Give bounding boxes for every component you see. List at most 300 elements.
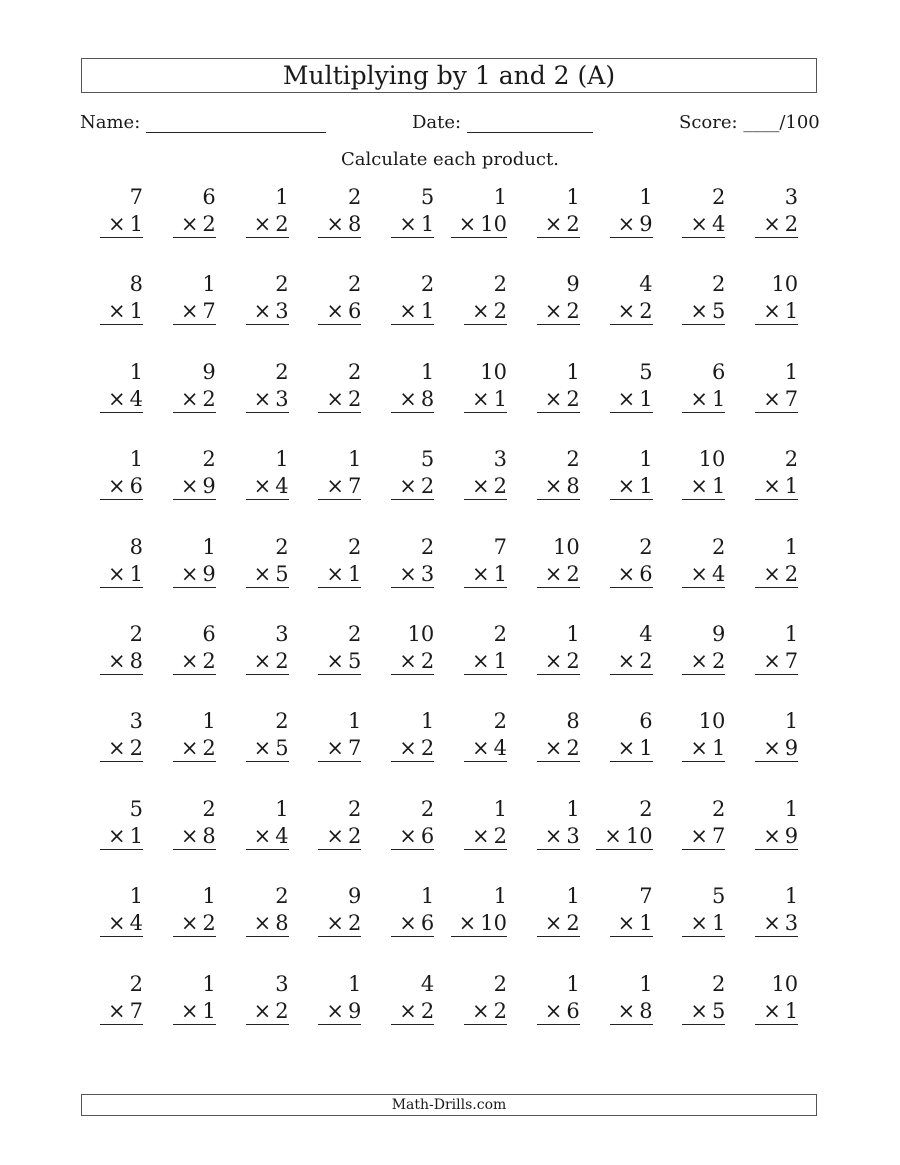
multiplier: 2	[566, 561, 580, 586]
multiplication-problem[interactable]	[747, 794, 819, 881]
multiplicand: 2	[712, 185, 726, 209]
multiplication-problem[interactable]	[383, 269, 455, 356]
multiplicand: 2	[129, 621, 143, 646]
multiplier: 4	[129, 911, 143, 936]
multiplication-problem[interactable]	[165, 969, 237, 1056]
multiplier-line	[246, 473, 289, 500]
multiplication-problem[interactable]	[238, 532, 310, 619]
multiplicand: 3	[129, 709, 143, 734]
multiplier: 2	[202, 911, 216, 936]
multiplicand: 1	[348, 709, 362, 734]
times-sign: ×	[326, 823, 345, 848]
multiplier-line	[318, 211, 361, 238]
times-sign: ×	[617, 299, 636, 324]
multiplication-problem[interactable]	[456, 969, 528, 1056]
multiplication-problem[interactable]	[383, 444, 455, 531]
multiplier-line	[464, 735, 507, 762]
multiplier: 1	[712, 474, 726, 499]
multiplication-problem[interactable]	[747, 619, 819, 706]
multiplicand: 1	[566, 185, 580, 209]
multiplier: 1	[784, 299, 799, 324]
multiplication-problem[interactable]	[602, 794, 674, 881]
multiplier: 2	[566, 299, 580, 324]
multiplier-line	[391, 910, 434, 937]
multiplication-problem[interactable]	[92, 357, 164, 444]
multiplication-problem[interactable]	[674, 619, 746, 706]
multiplicand: 1	[348, 971, 362, 996]
multiplier: 1	[493, 561, 507, 586]
times-sign: ×	[253, 998, 272, 1023]
multiplier: 2	[784, 212, 799, 236]
times-sign: ×	[617, 474, 636, 499]
multiplication-problem[interactable]	[529, 706, 601, 793]
multiplier: 8	[202, 823, 216, 848]
multiplicand: 7	[129, 185, 143, 209]
multiplicand: 9	[712, 621, 726, 646]
times-sign: ×	[763, 823, 781, 848]
multiplication-problem[interactable]	[602, 706, 674, 793]
multiplier-line	[173, 910, 216, 937]
multiplication-problem[interactable]	[165, 444, 237, 531]
multiplier: 9	[202, 474, 216, 499]
multiplication-problem[interactable]	[238, 794, 310, 881]
multiplicand: 1	[129, 359, 143, 384]
multiplication-problem[interactable]	[529, 969, 601, 1056]
times-sign: ×	[763, 911, 781, 936]
multiplier: 1	[639, 736, 653, 761]
multiplier-line	[318, 298, 361, 325]
multiplication-problem[interactable]	[165, 794, 237, 881]
times-sign: ×	[326, 561, 345, 586]
multiplication-problem[interactable]	[310, 794, 382, 881]
times-sign: ×	[544, 561, 563, 586]
multiplication-problem[interactable]	[165, 881, 237, 968]
multiplier-line	[246, 211, 289, 238]
multiplier: 2	[348, 911, 362, 936]
times-sign: ×	[763, 299, 781, 324]
multiplication-problem[interactable]	[747, 357, 819, 444]
multiplier-line	[318, 386, 361, 413]
multiplier: 6	[566, 998, 580, 1023]
multiplier-line	[246, 910, 289, 937]
times-sign: ×	[253, 386, 272, 411]
multiplier: 1	[712, 736, 726, 761]
multiplication-problem[interactable]	[456, 794, 528, 881]
multiplication-problem[interactable]	[310, 182, 382, 269]
multiplication-problem[interactable]	[602, 357, 674, 444]
multiplicand: 1	[202, 272, 216, 297]
times-sign: ×	[690, 299, 708, 324]
multiplication-problem[interactable]	[92, 881, 164, 968]
instructions: Calculate each product.	[341, 149, 559, 170]
footer: Math-Drills.com	[81, 1094, 817, 1116]
multiplication-problem[interactable]	[747, 969, 819, 1056]
multiplication-problem[interactable]	[456, 532, 528, 619]
multiplier: 8	[639, 998, 653, 1023]
multiplier-line	[537, 735, 580, 762]
multiplication-problem[interactable]	[165, 269, 237, 356]
multiplication-problem[interactable]	[747, 881, 819, 968]
multiplicand: 7	[493, 534, 507, 559]
times-sign: ×	[399, 736, 417, 761]
multiplier: 1	[420, 299, 435, 324]
multiplicand: 10	[771, 272, 799, 297]
multiplication-problem[interactable]	[674, 182, 746, 269]
multiplicand: 2	[348, 534, 362, 559]
multiplier-line	[246, 648, 289, 675]
multiplication-problem[interactable]	[747, 706, 819, 793]
times-sign: ×	[544, 299, 563, 324]
multiplicand: 5	[129, 796, 143, 821]
multiplier-line	[537, 823, 580, 850]
multiplier-line	[391, 473, 434, 500]
multiplier-line	[318, 998, 361, 1025]
multiplication-problem[interactable]	[383, 794, 455, 881]
multiplication-problem[interactable]	[602, 182, 674, 269]
multiplication-problem[interactable]	[529, 357, 601, 444]
multiplicand: 2	[639, 534, 653, 559]
multiplier-line	[100, 561, 143, 588]
multiplicand: 2	[712, 272, 726, 297]
multiplier: 2	[420, 648, 435, 673]
name-blank-line[interactable]	[146, 132, 326, 133]
times-sign: ×	[253, 736, 272, 761]
times-sign: ×	[108, 998, 126, 1023]
multiplier-line	[610, 298, 653, 325]
multiplication-problem[interactable]	[456, 706, 528, 793]
multiplier: 10	[480, 911, 507, 936]
times-sign: ×	[763, 648, 781, 673]
multiplication-problem[interactable]	[310, 881, 382, 968]
multiplier: 4	[712, 212, 726, 236]
multiplication-problem[interactable]	[529, 182, 601, 269]
multiplicand: 1	[275, 796, 289, 821]
multiplication-problem[interactable]	[674, 269, 746, 356]
multiplier-line	[755, 823, 798, 850]
multiplication-problem[interactable]	[310, 969, 382, 1056]
multiplication-problem[interactable]	[383, 619, 455, 706]
times-sign: ×	[326, 474, 345, 499]
times-sign: ×	[399, 823, 417, 848]
multiplication-problem[interactable]	[165, 619, 237, 706]
multiplicand: 1	[566, 971, 580, 996]
worksheet-title: Multiplying by 1 and 2 (A)	[81, 58, 817, 93]
multiplication-problem[interactable]	[529, 619, 601, 706]
times-sign: ×	[544, 823, 563, 848]
multiplication-problem[interactable]	[383, 182, 455, 269]
multiplier-line	[682, 386, 725, 413]
multiplier: 1	[129, 212, 143, 236]
multiplication-problem[interactable]	[602, 881, 674, 968]
multiplier-line	[610, 648, 653, 675]
multiplier-line	[246, 298, 289, 325]
multiplier: 1	[712, 386, 726, 411]
multiplication-problem[interactable]	[238, 969, 310, 1056]
score-blank[interactable]: ____	[743, 112, 780, 133]
times-sign: ×	[399, 998, 417, 1023]
multiplier: 1	[493, 648, 507, 673]
multiplication-problem[interactable]	[456, 881, 528, 968]
multiplicand: 10	[480, 359, 507, 384]
multiplication-problem[interactable]	[456, 182, 528, 269]
multiplication-problem[interactable]	[456, 619, 528, 706]
date-field[interactable]	[412, 112, 593, 133]
multiplicand: 2	[784, 447, 799, 472]
times-sign: ×	[690, 648, 708, 673]
multiplier-line	[318, 823, 361, 850]
multiplier: 1	[348, 561, 362, 586]
multiplier: 2	[493, 823, 507, 848]
multiplier: 7	[348, 736, 362, 761]
multiplicand: 1	[639, 185, 653, 209]
multiplier: 10	[625, 823, 653, 848]
multiplier: 5	[275, 736, 289, 761]
times-sign: ×	[180, 823, 199, 848]
multiplication-problem[interactable]	[383, 532, 455, 619]
multiplier-line	[537, 211, 580, 238]
times-sign: ×	[108, 823, 126, 848]
times-sign: ×	[690, 561, 708, 586]
multiplicand: 1	[202, 884, 216, 909]
score-total: /100	[779, 112, 820, 133]
multiplication-problem[interactable]	[92, 619, 164, 706]
times-sign: ×	[180, 474, 199, 499]
multiplication-problem[interactable]	[310, 357, 382, 444]
multiplier-line	[451, 211, 507, 238]
multiplier: 8	[566, 474, 580, 499]
multiplicand: 10	[698, 709, 726, 734]
times-sign: ×	[458, 911, 477, 936]
multiplication-problem[interactable]	[529, 269, 601, 356]
multiplication-problem[interactable]	[529, 794, 601, 881]
multiplier-line	[755, 998, 798, 1025]
multiplicand: 3	[275, 621, 289, 646]
multiplication-problem[interactable]	[165, 357, 237, 444]
multiplicand: 1	[784, 709, 799, 734]
multiplier-line	[610, 561, 653, 588]
multiplication-problem[interactable]	[310, 532, 382, 619]
multiplier: 9	[784, 736, 799, 761]
multiplier-line	[318, 648, 361, 675]
times-sign: ×	[253, 212, 272, 236]
multiplication-problem[interactable]	[92, 969, 164, 1056]
times-sign: ×	[690, 998, 708, 1023]
multiplication-problem[interactable]	[92, 182, 164, 269]
multiplication-problem[interactable]	[747, 269, 819, 356]
times-sign: ×	[544, 736, 563, 761]
multiplier: 7	[202, 299, 216, 324]
times-sign: ×	[544, 474, 563, 499]
multiplication-problem[interactable]	[602, 619, 674, 706]
multiplier: 2	[493, 474, 507, 499]
multiplicand: 2	[275, 272, 289, 297]
times-sign: ×	[180, 212, 199, 236]
multiplier: 1	[420, 212, 435, 236]
multiplication-problem[interactable]	[238, 357, 310, 444]
times-sign: ×	[180, 561, 199, 586]
multiplication-problem[interactable]	[238, 269, 310, 356]
multiplication-problem[interactable]	[747, 182, 819, 269]
multiplicand: 2	[712, 534, 726, 559]
multiplication-problem[interactable]	[383, 706, 455, 793]
multiplication-problem[interactable]	[92, 794, 164, 881]
multiplication-problem[interactable]	[529, 532, 601, 619]
multiplicand: 3	[493, 447, 507, 472]
times-sign: ×	[458, 212, 477, 236]
multiplicand: 2	[712, 971, 726, 996]
multiplication-problem[interactable]	[92, 706, 164, 793]
times-sign: ×	[544, 648, 563, 673]
multiplier: 7	[784, 386, 799, 411]
multiplication-problem[interactable]	[602, 969, 674, 1056]
multiplier-line	[451, 910, 507, 937]
multiplicand: 1	[639, 971, 653, 996]
multiplicand: 2	[202, 796, 216, 821]
multiplicand: 6	[202, 185, 216, 209]
multiplication-problem[interactable]	[674, 881, 746, 968]
multiplication-problem[interactable]	[674, 969, 746, 1056]
multiplicand: 1	[202, 709, 216, 734]
multiplication-problem[interactable]	[310, 444, 382, 531]
multiplicand: 1	[784, 796, 799, 821]
multiplier-line	[318, 735, 361, 762]
multiplication-problem[interactable]	[456, 357, 528, 444]
multiplier: 7	[784, 648, 799, 673]
times-sign: ×	[763, 561, 781, 586]
multiplicand: 6	[202, 621, 216, 646]
multiplicand: 1	[420, 359, 435, 384]
multiplication-problem[interactable]	[238, 619, 310, 706]
multiplication-problem[interactable]	[747, 444, 819, 531]
multiplicand: 6	[639, 709, 653, 734]
multiplicand: 1	[566, 359, 580, 384]
multiplicand: 3	[275, 971, 289, 996]
multiplier: 1	[639, 474, 653, 499]
multiplication-problem[interactable]	[238, 182, 310, 269]
multiplier-line	[537, 910, 580, 937]
multiplication-problem[interactable]	[92, 269, 164, 356]
multiplication-problem[interactable]	[238, 706, 310, 793]
multiplier-line	[755, 910, 798, 937]
times-sign: ×	[399, 212, 417, 236]
multiplicand: 1	[129, 884, 143, 909]
multiplication-problem[interactable]	[383, 881, 455, 968]
multiplier: 2	[202, 386, 216, 411]
times-sign: ×	[253, 561, 272, 586]
multiplier-line	[100, 998, 143, 1025]
multiplier-line	[391, 648, 434, 675]
multiplier: 8	[420, 386, 435, 411]
multiplicand: 2	[202, 447, 216, 472]
multiplier: 9	[348, 998, 362, 1023]
multiplicand: 1	[566, 621, 580, 646]
multiplication-problem[interactable]	[674, 357, 746, 444]
name-field[interactable]	[80, 112, 326, 133]
times-sign: ×	[763, 998, 781, 1023]
multiplier-line	[610, 211, 653, 238]
multiplier-line	[246, 561, 289, 588]
multiplicand: 10	[553, 534, 580, 559]
times-sign: ×	[108, 212, 126, 236]
times-sign: ×	[180, 648, 199, 673]
multiplication-problem[interactable]	[165, 182, 237, 269]
multiplier: 2	[202, 212, 216, 236]
multiplication-problem[interactable]	[456, 269, 528, 356]
multiplier-line	[100, 298, 143, 325]
multiplier: 2	[275, 998, 289, 1023]
multiplication-problem[interactable]	[310, 619, 382, 706]
score-field[interactable]	[679, 112, 820, 133]
multiplication-problem[interactable]	[602, 532, 674, 619]
multiplication-problem[interactable]	[456, 444, 528, 531]
multiplier-line	[391, 298, 434, 325]
multiplication-problem[interactable]	[310, 706, 382, 793]
multiplier-line	[682, 648, 725, 675]
multiplier: 9	[202, 561, 216, 586]
multiplicand: 2	[420, 272, 435, 297]
multiplier-line	[682, 211, 725, 238]
multiplier: 9	[639, 212, 653, 236]
multiplicand: 2	[348, 185, 362, 209]
multiplication-problem[interactable]	[165, 532, 237, 619]
multiplier: 2	[420, 998, 435, 1023]
multiplication-problem[interactable]	[747, 532, 819, 619]
multiplier: 1	[639, 386, 653, 411]
multiplier-line	[391, 561, 434, 588]
multiplication-problem[interactable]	[92, 444, 164, 531]
multiplication-problem[interactable]	[602, 269, 674, 356]
multiplicand: 1	[420, 709, 435, 734]
multiplication-problem[interactable]	[674, 706, 746, 793]
times-sign: ×	[690, 911, 708, 936]
times-sign: ×	[690, 386, 708, 411]
multiplier-line	[391, 998, 434, 1025]
times-sign: ×	[617, 911, 636, 936]
multiplication-problem[interactable]	[674, 794, 746, 881]
times-sign: ×	[544, 386, 563, 411]
multiplication-problem[interactable]	[238, 881, 310, 968]
multiplier: 4	[493, 736, 507, 761]
multiplication-problem[interactable]	[674, 444, 746, 531]
multiplier-line	[173, 998, 216, 1025]
multiplier-line	[173, 648, 216, 675]
multiplicand: 1	[784, 359, 799, 384]
multiplier: 1	[784, 474, 799, 499]
multiplication-problem[interactable]	[165, 706, 237, 793]
multiplication-problem[interactable]	[383, 357, 455, 444]
multiplicand: 4	[639, 272, 653, 297]
times-sign: ×	[544, 998, 563, 1023]
multiplication-problem[interactable]	[383, 969, 455, 1056]
multiplier: 2	[420, 474, 435, 499]
times-sign: ×	[472, 823, 490, 848]
multiplicand: 1	[566, 796, 580, 821]
multiplier-line	[246, 823, 289, 850]
multiplication-problem[interactable]	[238, 444, 310, 531]
multiplication-problem[interactable]	[529, 444, 601, 531]
date-blank-line[interactable]	[467, 132, 593, 133]
multiplier: 3	[275, 386, 289, 411]
multiplication-problem[interactable]	[310, 269, 382, 356]
multiplication-problem[interactable]	[92, 532, 164, 619]
multiplication-problem[interactable]	[674, 532, 746, 619]
multiplier-line	[173, 561, 216, 588]
multiplier: 2	[566, 212, 580, 236]
multiplier: 6	[420, 823, 435, 848]
multiplication-problem[interactable]	[602, 444, 674, 531]
multiplication-problem[interactable]	[529, 881, 601, 968]
multiplicand: 1	[202, 971, 216, 996]
